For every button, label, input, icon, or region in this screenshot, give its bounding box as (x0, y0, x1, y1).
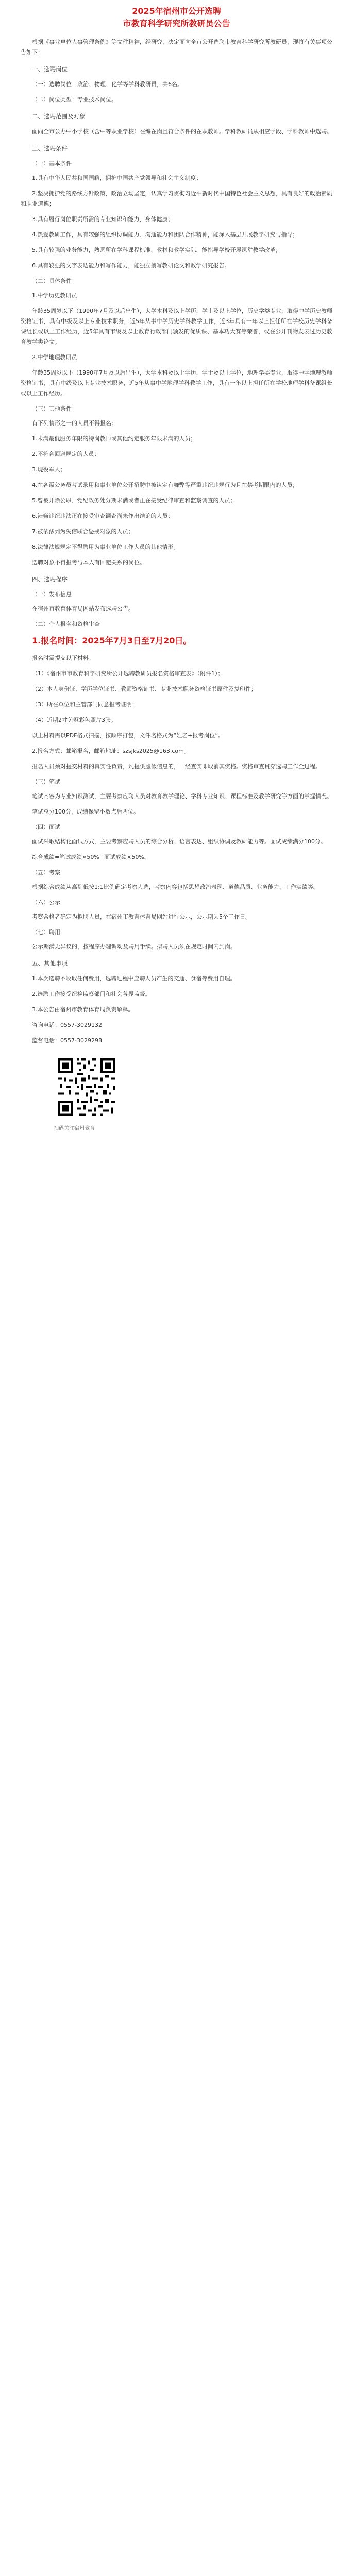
article-body (0, 30, 353, 1133)
signup-time-highlight: 1.报名时间：2025年7月3日至7月20日。 (32, 636, 192, 646)
specific-condition-3: 年龄35周岁以下（1990年7月及以后出生），大学本科及以上学历，学士及以上学位，地理学类专业，取得中学地理教师资格证书，具有中级及以上专业技术职务，近5年从事中学地理学科教学工作，具有一年以上担任所在学校地理学科备课组长或以上工作经历。 (21, 369, 332, 397)
basic-condition-5: 5.具有较强的业务能力，熟悉所在学科课程标准、教材和教学实际，能指导学校开展课堂教学改革； (32, 247, 281, 253)
specific-condition-2: 2.中学地理教研员 (32, 354, 77, 361)
basic-condition-4: 4.热爱教研工作，具有较强的组织协调能力、沟通能力和团队合作精神，能深入基层开展教学研究与指导； (32, 231, 298, 238)
section-heading-5: 五、其他事项 (32, 960, 68, 967)
exclusion-4: 4.在各级公务员考试录用和事业单位公开招聘中被认定有舞弊等严重违纪违规行为且在禁考期限内的人员； (32, 482, 298, 488)
exclusion-8: 8.法律法规规定不得聘用为事业单位工作人员的其他情形。 (32, 544, 179, 550)
page-subtitle: 市教育科学研究所教研员公告 (123, 19, 230, 28)
interview-text: 面试采取结构化面试方式，主要考察应聘人员的综合分析、语言表达、组织协调及教研能力等。面试成绩满分100分。 (32, 838, 326, 845)
publish-text: 在宿州市教育体育局网站发布选聘公告。 (32, 605, 134, 612)
hire-label: （七）聘用 (32, 929, 60, 936)
title-block (0, 0, 353, 30)
exclusion-2: 2.不符合回避规定的人员； (32, 451, 100, 457)
signup-item-1: （1）《宿州市市教育科学研究所公开选聘教研员报名资格审查表》（附件1）； (32, 670, 224, 677)
physical-label: （五）考察 (32, 869, 60, 876)
contact-phone: 咨询电话：0557-3029132 (32, 1022, 102, 1028)
specific-conditions-label: （二）具体条件 (32, 278, 72, 284)
specific-condition-1: 年龄35周岁以下（1990年7月及以后出生），大学本科及以上学历，学士及以上学位，历史学类专业，取得中学历史教师资格证书，具有中级及以上专业技术职务，近5年从事中学历史学科教学工作，近3年具有一年以上担任所在学校历史学科备课组长或以上工作经历，近5年具有市级及以上教育行政部门颁发的优质课、基本功大赛等荣誉，或在公开刊物发表过历史教育教学类论文。 (21, 308, 332, 345)
signup-item-3: （3）所在单位和主管部门同意报考证明； (32, 701, 138, 708)
section2-item-1: 面向全市公办中小学校（含中等职业学校）在编在岗且符合条件的在职教师。学科教研员从相应学段、学科教师中选聘。 (32, 128, 332, 135)
other-item-2: 2.选聘工作接受纪检监察部门和社会各界监督。 (32, 991, 151, 997)
upload-text: 以上材料需以PDF格式扫描，按顺序打包，文件名格式为“姓名+报考岗位”。 (32, 732, 224, 739)
exam-score: 笔试总分100分，成绩保留小数点后两位。 (32, 808, 139, 815)
qr-code-icon (54, 1054, 120, 1120)
other-conditions-label: （三）其他条件 (32, 405, 72, 412)
other-item-3: 3.本公告由宿州市教育体育局负责解释。 (32, 1006, 134, 1013)
exclusion-5: 5.曾被开除公职、党纪政务处分期未满或者正在接受纪律审查和监察调查的人员； (32, 497, 236, 504)
section-heading-4: 四、选聘程序 (32, 575, 68, 583)
section-heading-2: 二、选聘范围及对象 (32, 113, 86, 120)
exclusion-7: 7.被依法列为失信联合惩戒对象的人员； (32, 528, 134, 535)
exam-label: （三）笔试 (32, 778, 60, 785)
signup-item-2: （2）本人身份证、学历学位证书、教师资格证书、专业技术职务资格证书原件及复印件； (32, 686, 257, 692)
section1-item-1: （一）选聘岗位：政治、物理、化学等学科教研员，共6名。 (32, 81, 183, 88)
basic-condition-2: 2.坚决拥护党的路线方针政策，政治立场坚定，认真学习贯彻习近平新时代中国特色社会主义思想，具有良好的政治素质和职业道德； (21, 190, 332, 207)
intro-paragraph: 根据《事业单位人事管理条例》等文件精神，经研究，决定面向全市公开选聘市教育科学研究所教研员，现将有关事项公告如下： (21, 39, 332, 56)
specific-intro: 1.中学历史教研员 (32, 292, 77, 299)
page-title: 2025年宿州市公开选聘 (132, 6, 221, 16)
section1-item-2: （二）岗位类型：专业技术岗位。 (32, 96, 117, 103)
qr-block (54, 1054, 121, 1133)
basic-condition-3: 3.具有履行岗位职责所需的专业知识和能力，身体健康； (32, 216, 174, 223)
basic-condition-1: 1.具有中华人民共和国国籍，拥护中国共产党领导和社会主义制度； (32, 175, 202, 181)
supervise-phone: 监督电话：0557-3029298 (32, 1037, 102, 1044)
exclusion-note: 选聘对象不得报考与本人有回避关系的岗位。 (32, 559, 145, 566)
section-heading-1: 一、选聘岗位 (32, 65, 68, 73)
publicity-text: 考察合格者确定为拟聘人员，在宿州市教育体育局网站进行公示，公示期为5个工作日。 (32, 913, 251, 920)
signup-item-4: （4）近期2寸免冠彩色照片3张。 (32, 717, 116, 723)
physical-text: 根据综合成绩从高到低按1:1比例确定考察人选，考察内容包括思想政治表现、道德品质、业务能力、工作实绩等。 (32, 884, 319, 890)
basic-conditions-label: （一）基本条件 (32, 160, 72, 167)
review-text: 报名人员须对提交材料的真实性负责，凡提供虚假信息的，一经查实即取消其资格。资格审查贯穿选聘工作全过程。 (32, 763, 321, 770)
exclusion-intro: 有下列情形之一的人员不得报名： (32, 420, 117, 427)
signup-intro: 报名时需提交以下材料： (32, 655, 94, 662)
publicity-label: （六）公示 (32, 899, 60, 906)
basic-condition-6: 6.具有较强的文字表达能力和写作能力，能独立撰写教研论文和教学研究报告。 (32, 262, 230, 269)
signup-label: （二）个人报名和资格审查 (32, 621, 100, 628)
score-text: 综合成绩=笔试成绩×50%+面试成绩×50%。 (32, 854, 150, 860)
interview-label: （四）面试 (32, 824, 60, 831)
hire-text: 公示期满无异议的，按程序办理调动及聘用手续。拟聘人员须在规定时间内到岗。 (32, 943, 236, 950)
exclusion-1: 1.未满最低服务年限的特岗教师或其他约定服务年限未满的人员； (32, 435, 196, 442)
email-text: 2.报名方式：邮箱报名，邮箱地址：szsjks2025@163.com。 (32, 748, 190, 754)
publish-label: （一）发布信息 (32, 591, 72, 598)
other-item-1: 1.本次选聘不收取任何费用，选聘过程中应聘人员产生的交通、食宿等费用自理。 (32, 975, 236, 982)
exam-text: 笔试内容为专业知识测试，主要考察应聘人员对教育教学理论、学科专业知识、课程标准及教学研究等方面的掌握情况。 (32, 793, 332, 800)
exclusion-3: 3.现役军人； (32, 466, 66, 473)
exclusion-6: 6.涉嫌违纪违法正在接受审查调查尚未作出结论的人员； (32, 513, 174, 519)
section-heading-3: 三、选聘条件 (32, 145, 68, 152)
qr-caption: 扫码关注宿州教育 (54, 1126, 95, 1131)
